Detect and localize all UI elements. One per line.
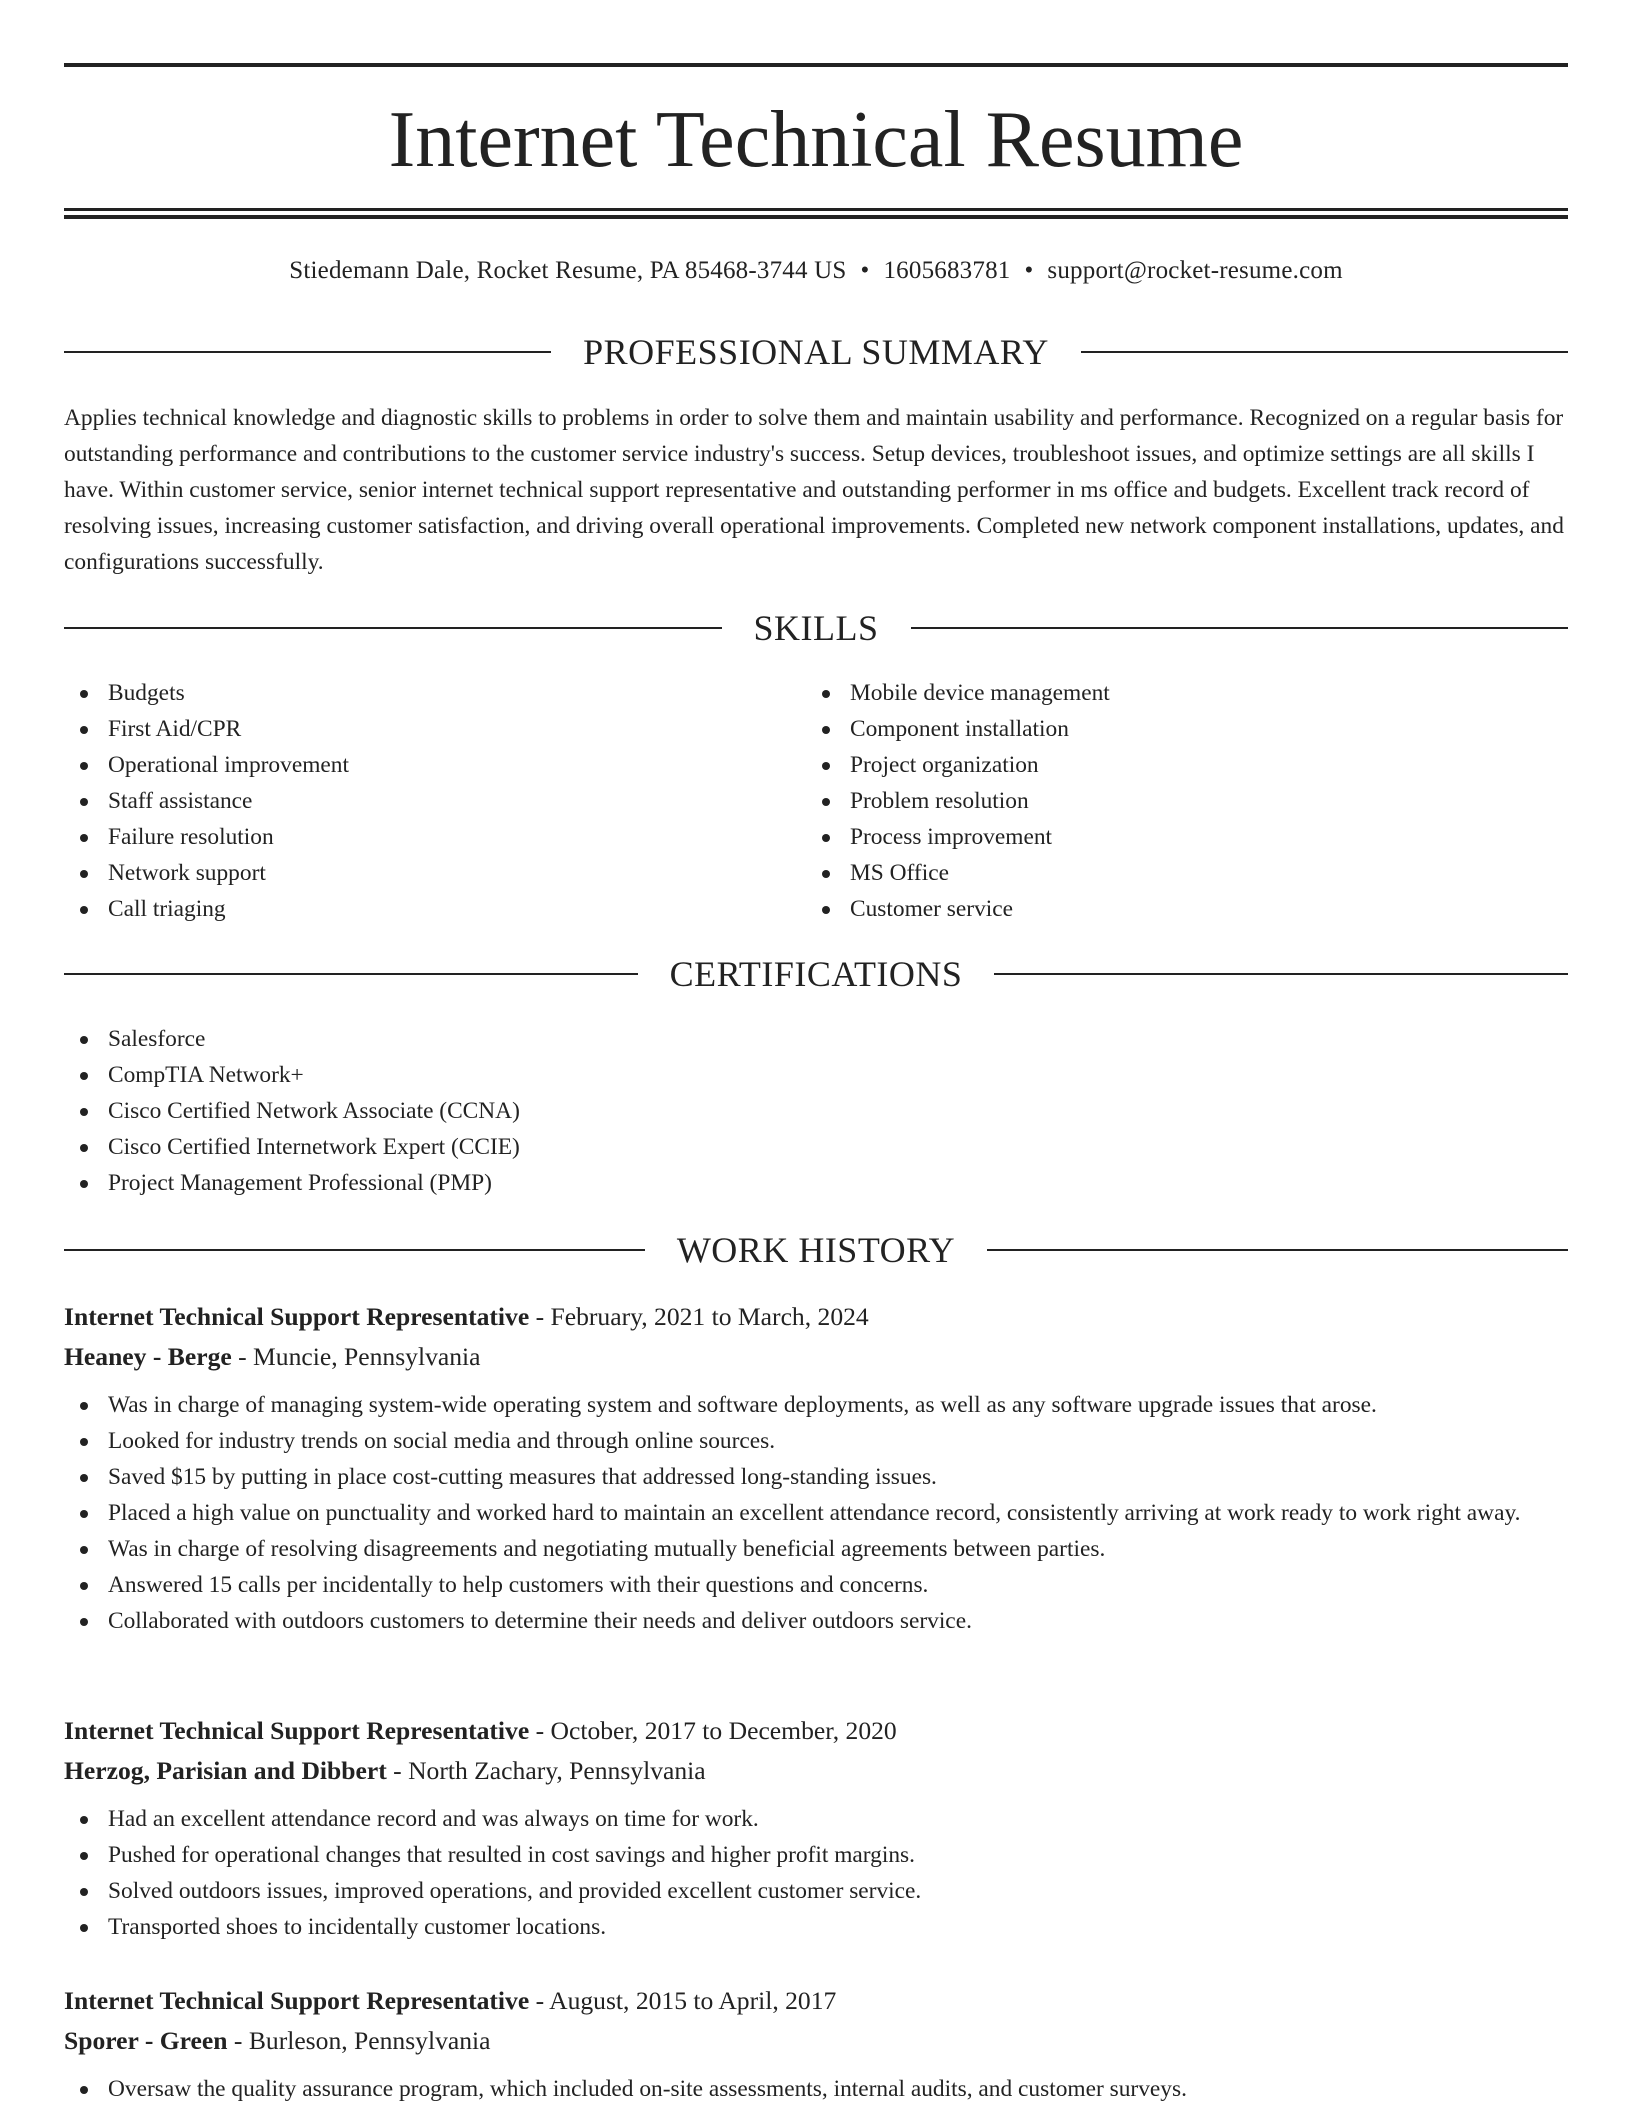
job-bullet: Answered 15 calls per incidentally to help customers with their questions and concerns.	[64, 1567, 1568, 1603]
job-location: - Burleson, Pennsylvania	[227, 2026, 491, 2055]
job-entry	[64, 1981, 1568, 2107]
summary-text: Applies technical knowledge and diagnostic skills to problems in order to solve them and maintain usability and performance. Recognized on a regular basis for outstanding performance and contributions to the customer service industry's success. Setup devices, troubleshoot issues, and optimize settings are all skills I have. Within customer service, senior internet technical support representative and outstanding performer in ms office and budgets. Excellent track record of resolving issues, increasing customer satisfaction, and driving overall operational improvements. Completed new network component installations, updates, and configurations successfully.	[64, 405, 1564, 575]
contact-email[interactable]: support@rocket-resume.com	[1047, 257, 1343, 284]
heading-rule	[64, 1249, 645, 1251]
title-rule-upper	[64, 208, 1568, 211]
contact-address: Stiedemann Dale, Rocket Resume, PA 85468-3744 US	[289, 257, 847, 284]
job-bullet: Transported shoes to incidentally customer locations.	[64, 1909, 1568, 1945]
skill-item: Customer service	[806, 891, 1568, 927]
job-dates: - October, 2017 to December, 2020	[529, 1716, 897, 1745]
job-bullets	[64, 1801, 1568, 1945]
contact-phone: 1605683781	[883, 257, 1011, 284]
skill-item: Failure resolution	[64, 819, 804, 855]
section-heading-certifications	[64, 952, 1568, 996]
certifications-list	[64, 1021, 1568, 1201]
certification-item: Cisco Certified Network Associate (CCNA)	[64, 1093, 1568, 1129]
certification-item: Project Management Professional (PMP)	[64, 1165, 1568, 1201]
skill-item: Process improvement	[806, 819, 1568, 855]
job-company-line	[64, 1337, 1568, 1377]
section-heading-label: WORK HISTORY	[676, 1230, 956, 1270]
contact-separator: •	[860, 257, 870, 284]
skill-item: Project organization	[806, 747, 1568, 783]
skills-list-right	[806, 675, 1568, 927]
job-dates: - February, 2021 to March, 2024	[529, 1302, 869, 1331]
job-bullet: Oversaw the quality assurance program, which included on-site assessments, internal audits, and customer surveys.	[64, 2071, 1568, 2107]
job-company-line	[64, 1751, 1568, 1791]
job-company: Sporer - Green	[64, 2026, 228, 2055]
skill-item: Operational improvement	[64, 747, 804, 783]
job-entry	[64, 1711, 1568, 1945]
page-title: Internet Technical Resume	[388, 96, 1244, 184]
job-bullet: Had an excellent attendance record and was always on time for work.	[64, 1801, 1568, 1837]
job-location: - Muncie, Pennsylvania	[231, 1342, 481, 1371]
job-dates: - August, 2015 to April, 2017	[529, 1986, 837, 2015]
skill-item: Call triaging	[64, 891, 804, 927]
job-bullet: Solved outdoors issues, improved operations, and provided excellent customer service.	[64, 1873, 1568, 1909]
contact-line	[64, 254, 1568, 288]
heading-rule	[911, 627, 1569, 629]
skill-item: Problem resolution	[806, 783, 1568, 819]
section-heading-label: CERTIFICATIONS	[669, 954, 963, 994]
heading-rule	[64, 973, 638, 975]
heading-rule	[64, 351, 551, 353]
skill-item: Mobile device management	[806, 675, 1568, 711]
job-company: Heaney - Berge	[64, 1342, 232, 1371]
job-company-line	[64, 2021, 1568, 2061]
skill-item: Staff assistance	[64, 783, 804, 819]
contact-separator: •	[1024, 257, 1034, 284]
job-bullet: Was in charge of resolving disagreements and negotiating mutually beneficial agreements between parties.	[64, 1531, 1568, 1567]
job-bullet: Saved $15 by putting in place cost-cutting measures that addressed long-standing issues.	[64, 1459, 1568, 1495]
certification-item: CompTIA Network+	[64, 1057, 1568, 1093]
skill-item: Network support	[64, 855, 804, 891]
certification-item: Cisco Certified Internetwork Expert (CCIE)	[64, 1129, 1568, 1165]
job-bullet: Looked for industry trends on social media and through online sources.	[64, 1423, 1568, 1459]
job-title-line	[64, 1981, 1568, 2021]
job-title: Internet Technical Support Representative	[64, 1302, 530, 1331]
section-heading-summary	[64, 330, 1568, 374]
job-title: Internet Technical Support Representative	[64, 1716, 530, 1745]
heading-rule	[987, 1249, 1568, 1251]
job-bullet: Pushed for operational changes that resulted in cost savings and higher profit margins.	[64, 1837, 1568, 1873]
title-rule-lower	[64, 215, 1568, 219]
heading-rule	[64, 627, 722, 629]
skill-item: First Aid/CPR	[64, 711, 804, 747]
job-location: - North Zachary, Pennsylvania	[386, 1756, 706, 1785]
job-entry	[64, 1297, 1568, 1639]
heading-rule	[994, 973, 1568, 975]
section-heading-label: PROFESSIONAL SUMMARY	[583, 332, 1049, 372]
job-title-line	[64, 1297, 1568, 1337]
job-bullets	[64, 2071, 1568, 2107]
skill-item: MS Office	[806, 855, 1568, 891]
job-title-line	[64, 1711, 1568, 1751]
job-company: Herzog, Parisian and Dibbert	[64, 1756, 387, 1785]
skill-item: Budgets	[64, 675, 804, 711]
section-heading-skills	[64, 606, 1568, 650]
job-bullets	[64, 1387, 1568, 1639]
section-heading-label: SKILLS	[753, 608, 879, 648]
certification-item: Salesforce	[64, 1021, 1568, 1057]
skill-item: Component installation	[806, 711, 1568, 747]
job-bullet: Was in charge of managing system-wide operating system and software deployments, as well as any software upgrade issues that arose.	[64, 1387, 1568, 1423]
top-rule	[64, 63, 1568, 67]
heading-rule	[1081, 351, 1568, 353]
section-heading-work-history	[64, 1228, 1568, 1272]
job-title: Internet Technical Support Representative	[64, 1986, 530, 2015]
job-bullet: Collaborated with outdoors customers to determine their needs and deliver outdoors service.	[64, 1603, 1568, 1639]
job-bullet: Placed a high value on punctuality and worked hard to maintain an excellent attendance record, consistently arriving at work ready to work right away.	[64, 1495, 1568, 1531]
skills-list-left	[64, 675, 804, 927]
